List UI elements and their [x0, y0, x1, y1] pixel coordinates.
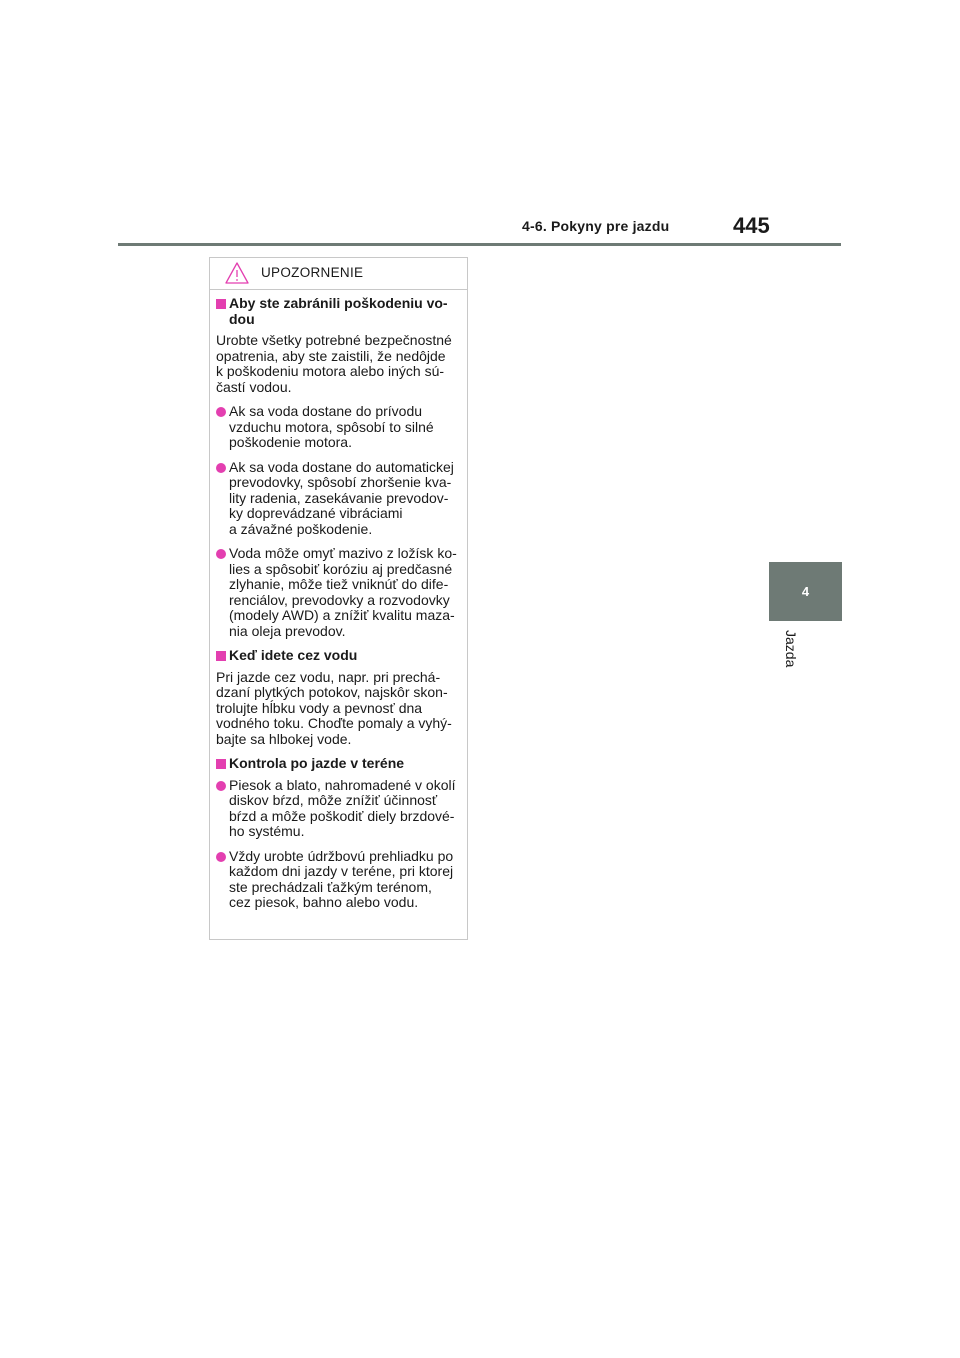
section-paragraph: Urobte všetky potrebné bezpečnostné opatrenia, aby ste zaistili, že nedôjde k poškodeniu motora alebo iných sú- častí vodou.	[216, 332, 452, 395]
round-bullet-icon	[216, 781, 226, 791]
round-bullet-icon	[216, 852, 226, 862]
section-heading-text: Aby ste zabránili poškodeniu vo- dou	[229, 295, 448, 327]
warning-box	[209, 257, 468, 940]
bullet-item	[216, 778, 459, 840]
chapter-label: Jazda	[783, 630, 799, 668]
section-heading	[216, 648, 459, 664]
section-paragraph: Pri jazde cez vodu, napr. pri prechá- dzaní plytkých potokov, najskôr skon- trolujte hĺbku vody a pevnosť dna vodného toku. Choďte pomaly a vyhý- bajte sa hlbokej vode.	[216, 668, 452, 747]
bullet-text: Ak sa voda dostane do prívodu vzduchu motora, spôsobí to silné poškodenie motora.	[229, 403, 434, 450]
section-heading	[216, 296, 459, 327]
round-bullet-icon	[216, 463, 226, 473]
bullet-item	[216, 849, 459, 911]
section-heading-text: Kontrola po jazde v teréne	[229, 755, 405, 771]
section-heading-text: Keď idete cez vodu	[229, 647, 358, 663]
section-heading	[216, 756, 459, 772]
warning-title: UPOZORNENIE	[261, 265, 364, 280]
square-bullet-icon	[216, 759, 226, 769]
header-divider	[118, 243, 841, 246]
round-bullet-icon	[216, 407, 226, 417]
bullet-item	[216, 404, 459, 451]
bullet-text: Voda môže omyť mazivo z ložísk ko- lies a spôsobiť koróziu aj predčasné zlyhanie, môže tiež vniknúť do dife- renciálov, prevodovky a rozvodovky (modely AWD) a znížiť kvalitu maza- nia oleja prevodov.	[229, 545, 457, 639]
chapter-tab[interactable]	[769, 562, 842, 621]
bullet-item	[216, 460, 459, 538]
bullet-item	[216, 546, 459, 639]
bullet-text: Vždy urobte údržbovú prehliadku po každom dni jazdy v teréne, pri ktorej ste prechádzali ťažkým terénom, cez piesok, bahno alebo vodu.	[229, 847, 454, 910]
square-bullet-icon	[216, 651, 226, 661]
section-title: 4-6. Pokyny pre jazdu	[522, 218, 670, 234]
warning-triangle-icon	[224, 261, 250, 285]
page-number: 445	[733, 213, 770, 238]
warning-header	[210, 258, 467, 290]
round-bullet-icon	[216, 549, 226, 559]
warning-body	[210, 290, 467, 911]
bullet-text: Ak sa voda dostane do automatickej prevodovky, spôsobí zhoršenie kva- lity radenia, zasekávanie prevodov- ky doprevádzané vibráciami a závažné poškodenie.	[229, 458, 454, 537]
chapter-number: 4	[801, 584, 810, 599]
bullet-text: Piesok a blato, nahromadené v okolí diskov bŕzd, môže znížiť účinnosť bŕzd a môže poškodiť diely brzdové- ho systému.	[229, 776, 456, 839]
square-bullet-icon	[216, 299, 226, 309]
